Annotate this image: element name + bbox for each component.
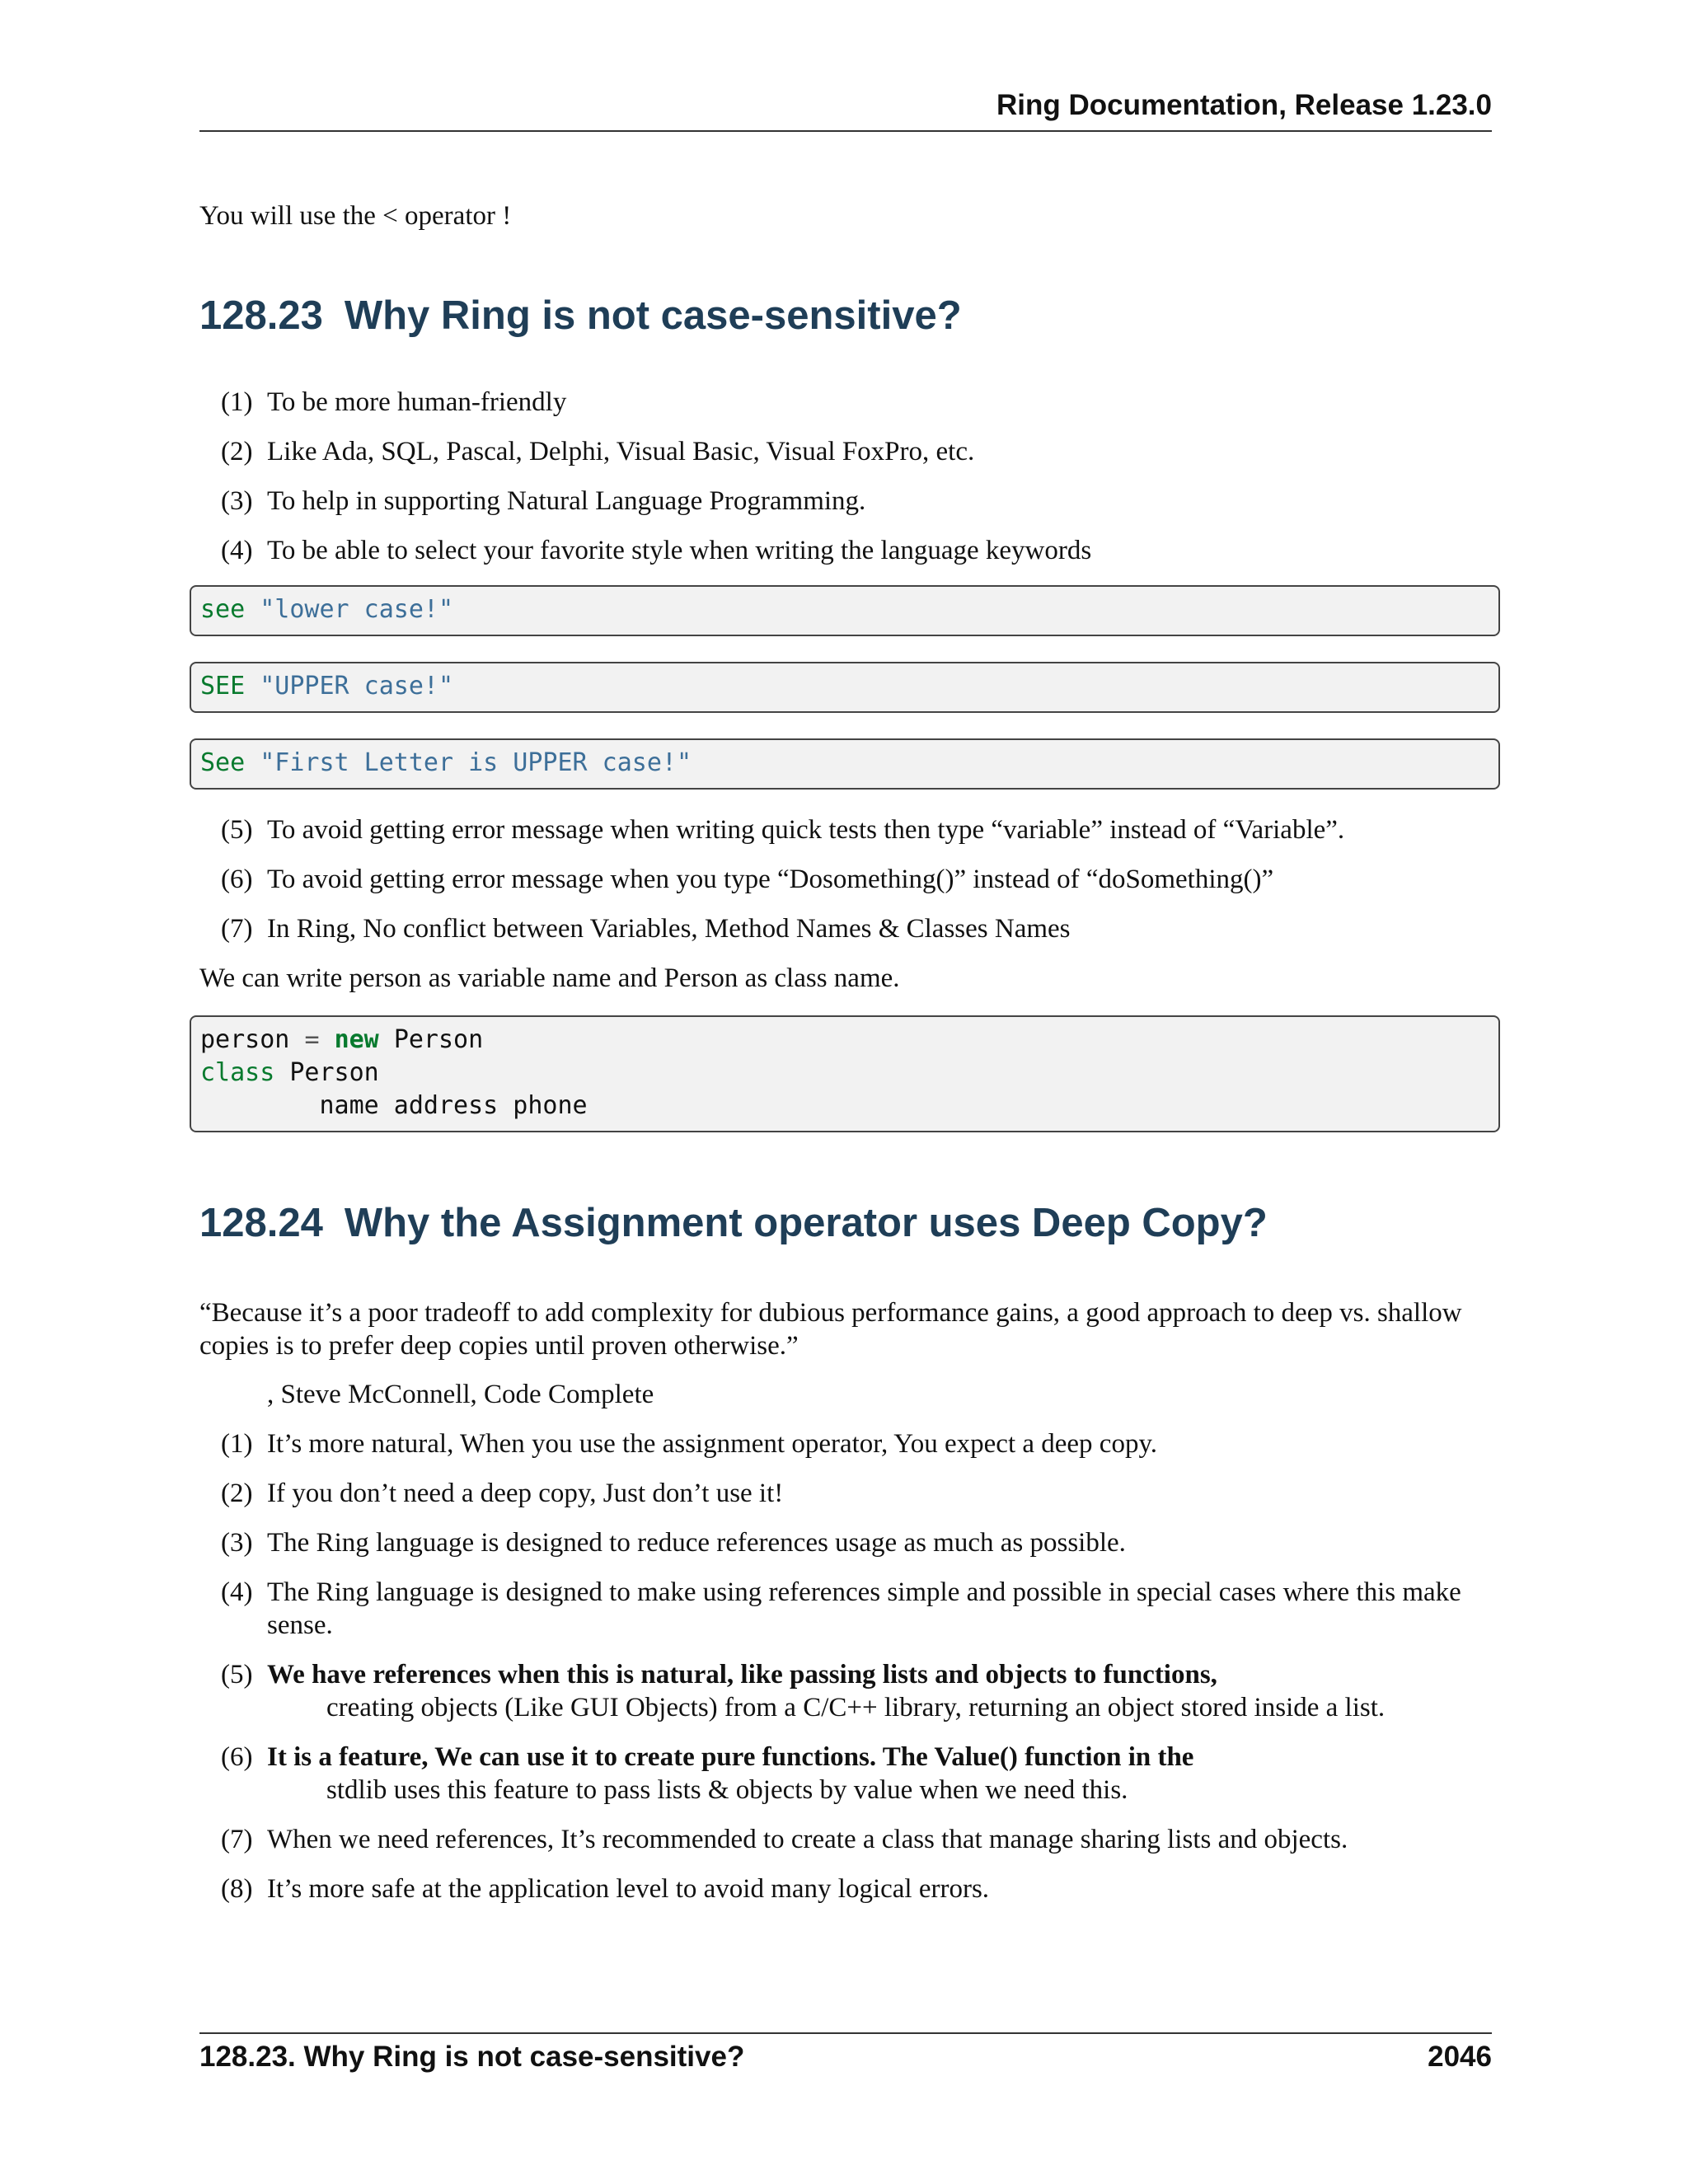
section-number: 128.24 (199, 1201, 323, 1245)
list-item: (7) In Ring, No conflict between Variables, Method Names & Classes Names (221, 914, 1071, 944)
list-item: (6) It is a feature, We can use it to create pure functions. The Value() function in the stdlib uses this feature to pass lists & objects by value when we need this. (221, 1742, 1194, 1805)
footer-rule (199, 2032, 1492, 2034)
list-item: (1) It’s more natural, When you use the assignment operator, You expect a deep copy. (221, 1429, 1158, 1459)
section-title: Why the Assignment operator uses Deep Copy? (344, 1201, 1268, 1245)
quote-attribution: , Steve McConnell, Code Complete (267, 1380, 654, 1409)
code-block-upper: SEE "UPPER case!" (190, 662, 1500, 713)
paragraph: We can write person as variable name and Person as class name. (199, 963, 900, 993)
list-item: (1) To be more human-friendly (221, 387, 567, 417)
list-item: (7) When we need references, It’s recommended to create a class that manage sharing lists and objects. (221, 1825, 1348, 1854)
section-heading-128-23 (199, 293, 962, 339)
quote-line-1: “Because it’s a poor tradeoff to add complexity for dubious performance gains, a good approach to deep vs. shallow (199, 1298, 1462, 1328)
section-title: Why Ring is not case-sensitive? (344, 293, 962, 338)
code-block-person-class: person = new Person class Person name address phone (190, 1015, 1500, 1132)
list-item: (6) To avoid getting error message when you type “Dosomething()” instead of “doSomething()” (221, 865, 1274, 894)
section-number: 128.23 (199, 293, 323, 338)
list-item: (4) The Ring language is designed to make using references simple and possible in special cases where this make sense. (221, 1577, 1461, 1640)
list-item: (3) The Ring language is designed to reduce references usage as much as possible. (221, 1528, 1126, 1558)
page-number: 2046 (1428, 2041, 1492, 2073)
code-block-first-letter: See "First Letter is UPPER case!" (190, 738, 1500, 790)
running-header: Ring Documentation, Release 1.23.0 (996, 89, 1492, 121)
list-item: (4) To be able to select your favorite style when writing the language keywords (221, 536, 1092, 565)
header-rule (199, 130, 1492, 132)
intro-paragraph: You will use the < operator ! (199, 201, 512, 231)
code-block-lower: see "lower case!" (190, 585, 1500, 636)
list-item: (5) To avoid getting error message when writing quick tests then type “variable” instead of “Variable”. (221, 815, 1345, 845)
list-item: (3) To help in supporting Natural Language Programming. (221, 486, 866, 516)
list-item: (8) It’s more safe at the application level to avoid many logical errors. (221, 1874, 990, 1904)
list-item: (5) We have references when this is natural, like passing lists and objects to functions, creating objects (Like GUI Objects) from a C/C++ library, returning an object stored inside a list. (221, 1660, 1386, 1722)
section-heading-128-24 (199, 1200, 1268, 1246)
quote-line-2: copies is to prefer deep copies until proven otherwise.” (199, 1331, 799, 1361)
list-item: (2) Like Ada, SQL, Pascal, Delphi, Visual Basic, Visual FoxPro, etc. (221, 437, 975, 466)
footer-section: 128.23. Why Ring is not case-sensitive? (199, 2041, 745, 2073)
list-item: (2) If you don’t need a deep copy, Just don’t use it! (221, 1479, 784, 1508)
